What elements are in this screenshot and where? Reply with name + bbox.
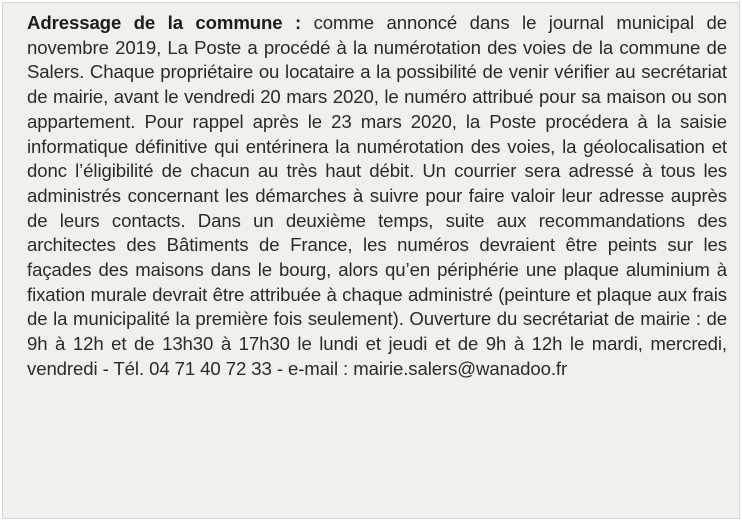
newspaper-clipping [2, 2, 740, 519]
article-paragraph [27, 11, 727, 382]
article-heading: Adressage de la commune : [27, 12, 302, 33]
article-body: comme annoncé dans le journal municipal de novembre 2019, La Poste a procédé à la numérotation des voies de la commune de Salers. Chaque propriétaire ou locataire a la possibilité de venir vérifier au secrétariat de mairie, avant le vendredi 20 mars 2020, le numéro attribué pour sa maison ou son appartement. Pour rappel après le 23 mars 2020, la Poste procédera à la saisie informatique définitive qui entérinera la numérotation des voies, la géolocalisation et donc l’éligibilité de chacun au très haut débit. Un courrier sera adressé à tous les administrés concernant les démarches à suivre pour faire valoir leur adresse auprès de leurs contacts. Dans un deuxième temps, suite aux recommandations des architectes des Bâtiments de France, les numéros devraient être peints sur les façades des maisons dans le bourg, alors qu’en périphérie une plaque aluminium à fixation murale devrait être attribuée à chaque administré (peinture et plaque aux frais de la municipalité la première fois seulement). Ouverture du secrétariat de mairie : de 9h à 12h et de 13h30 à 17h30 le lundi et jeudi et de 9h à 12h le mardi, mercredi, vendredi - Tél. 04 71 40 72 33 - e-mail : mairie.salers@wanadoo.fr [27, 12, 727, 379]
